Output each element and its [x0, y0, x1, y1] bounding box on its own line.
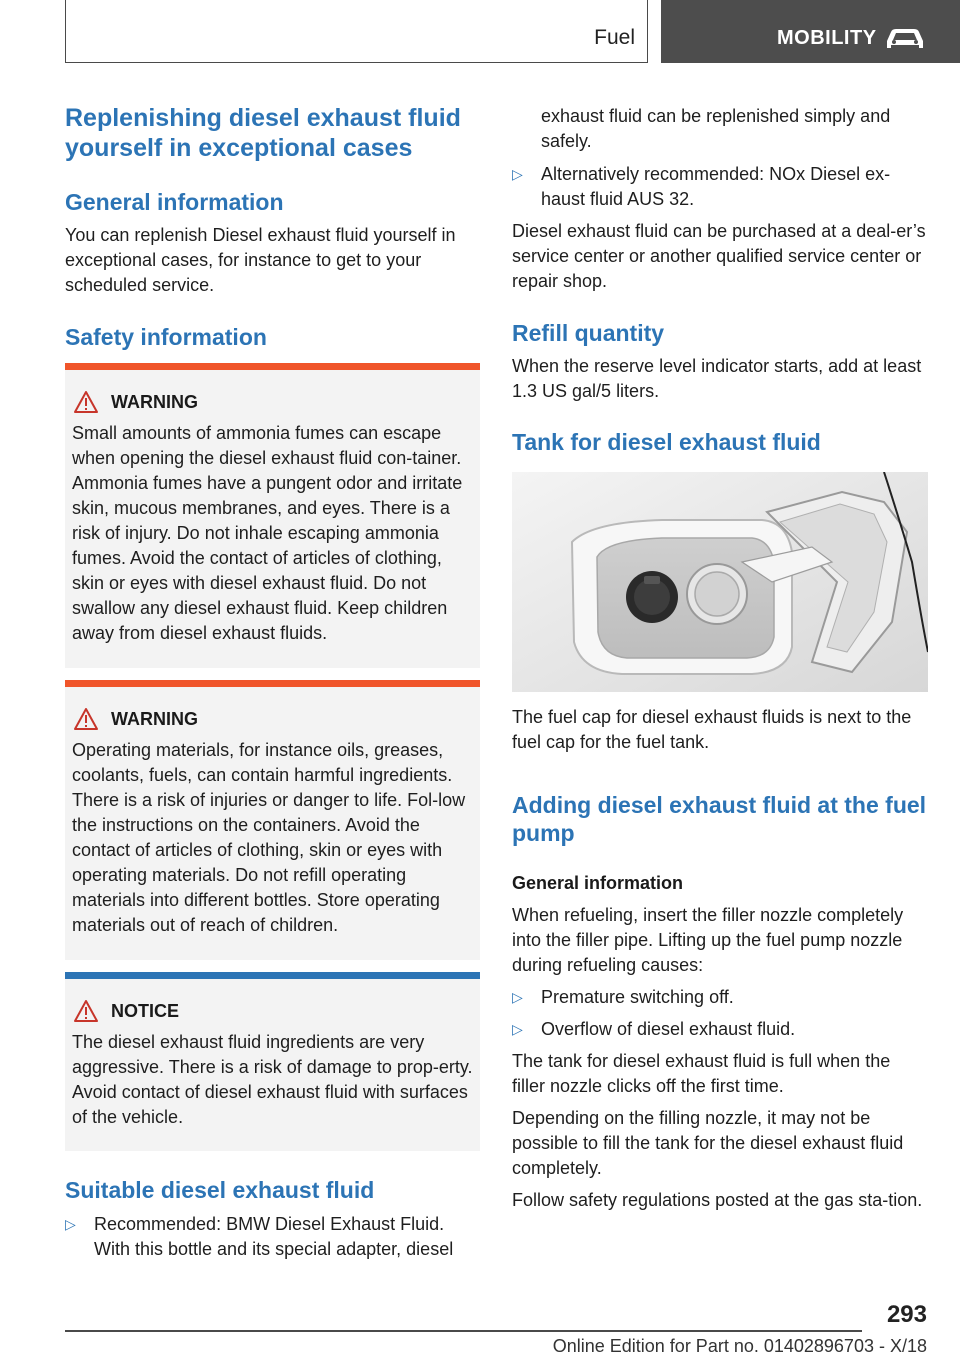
general-information-subheading: General information: [512, 873, 684, 893]
tank-heading: Tank for diesel exhaust fluid: [512, 429, 821, 455]
refill-quantity-heading: Refill quantity: [512, 320, 665, 346]
list-item-continuation: exhaust fluid can be replenished simply and safely.: [541, 106, 891, 151]
bullet-marker: ▷: [512, 989, 523, 1005]
bullet-marker: ▷: [512, 166, 523, 182]
bullet-marker: ▷: [65, 1216, 76, 1232]
fuel-cap-photo: [512, 472, 928, 692]
page-number: 293: [886, 1301, 927, 1328]
footer-divider: [65, 1330, 862, 1332]
safety-information-heading: Safety information: [65, 324, 267, 350]
purchase-text: Diesel exhaust fluid can be purchased at a deal‐er’s service center or another qualified service center or repair shop.: [512, 221, 926, 291]
fuel-cap-illustration: [512, 472, 928, 692]
warning-triangle-icon: [73, 390, 99, 414]
filling-nozzle-text: Depending on the filling nozzle, it may not be possible to fill the tank for the diesel exhaust fluid completely.: [512, 1108, 904, 1178]
page-title: Replenishing diesel exhaust fluid yourself in exceptional cases: [65, 104, 461, 162]
list-item-text: Recommended: BMW Diesel Exhaust Fluid. With this bottle and its special adapter, diesel: [94, 1214, 454, 1259]
warning-bar: [65, 680, 480, 687]
list-item: [512, 1017, 928, 1042]
list-item: [512, 162, 928, 212]
notice-callout: [65, 972, 480, 1151]
notice-bar: [65, 972, 480, 979]
warning-title: WARNING: [111, 392, 198, 412]
suitable-fluid-heading: Suitable diesel exhaust fluid: [65, 1177, 375, 1203]
notice-title: NOTICE: [111, 1001, 180, 1021]
header-section-title: Fuel: [594, 26, 635, 49]
bullet-marker: ▷: [512, 1021, 523, 1037]
refueling-text: When refueling, insert the filler nozzle completely into the filler pipe. Lifting up the fuel pump nozzle during refueling causes:: [512, 905, 904, 975]
adding-fluid-heading: Adding diesel exhaust fluid at the fuel pump: [512, 792, 927, 846]
header-section-box: [65, 0, 648, 63]
footer-edition: Online Edition for Part no. 01402896703 - X/18: [552, 1336, 927, 1356]
list-item: [512, 985, 928, 1010]
warning-callout-2: [65, 680, 480, 960]
safety-regulations-text: Follow safety regulations posted at the gas sta‐tion.: [512, 1190, 923, 1210]
list-item-text: Overflow of diesel exhaust fluid.: [541, 1019, 796, 1039]
list-item-text: Premature switching off.: [541, 987, 734, 1007]
warning-text: Operating materials, for instance oils, greases, coolants, fuels, can contain harmful ingredients. There is a risk of injuries or danger to life. Fol‐low the instructions on the containers. Avoid the contact of articles of clothing, skin or eyes with operating materials. Do not refill operating materials into different bottles. Store operating materials out of reach of children.: [72, 740, 466, 935]
notice-text: The diesel exhaust fluid ingredients are very aggressive. There is a risk of damage to prop‐erty. Avoid contact of diesel exhaust fluid with surfaces of the vehicle.: [72, 1032, 473, 1127]
warning-triangle-icon: [73, 999, 99, 1023]
header-chapter-tab: [661, 0, 960, 63]
general-information-heading: General information: [65, 189, 284, 215]
warning-text: Small amounts of ammonia fumes can escape when opening the diesel exhaust fluid con‐tainer. Ammonia fumes have a pungent odor and irritate skin, mucous membranes, and eyes. There is a risk of injury. Do not inhale escaping ammonia fumes. Avoid the contact of articles of clothing, skin or eyes with diesel exhaust fluid. Do not swallow any diesel exhaust fluid. Keep children away from diesel exhaust fluids.: [72, 423, 463, 643]
header-chapter-label: MOBILITY: [777, 27, 877, 49]
warning-bar: [65, 363, 480, 370]
warning-triangle-icon: [73, 707, 99, 731]
refill-quantity-text: When the reserve level indicator starts, add at least 1.3 US gal/5 liters.: [512, 356, 922, 401]
warning-title: WARNING: [111, 709, 198, 729]
car-icon: [883, 26, 927, 52]
list-item-text: Alternatively recommended: NOx Diesel ex‐haust fluid AUS 32.: [541, 164, 891, 209]
tank-full-text: The tank for diesel exhaust fluid is full when the filler nozzle clicks off the first time.: [512, 1051, 891, 1096]
general-information-text: You can replenish Diesel exhaust fluid yourself in exceptional cases, for instance to get to your scheduled service.: [65, 225, 456, 295]
warning-callout-1: [65, 363, 480, 668]
photo-caption: The fuel cap for diesel exhaust fluids is next to the fuel cap for the fuel tank.: [512, 707, 912, 752]
list-item: [65, 1212, 480, 1262]
